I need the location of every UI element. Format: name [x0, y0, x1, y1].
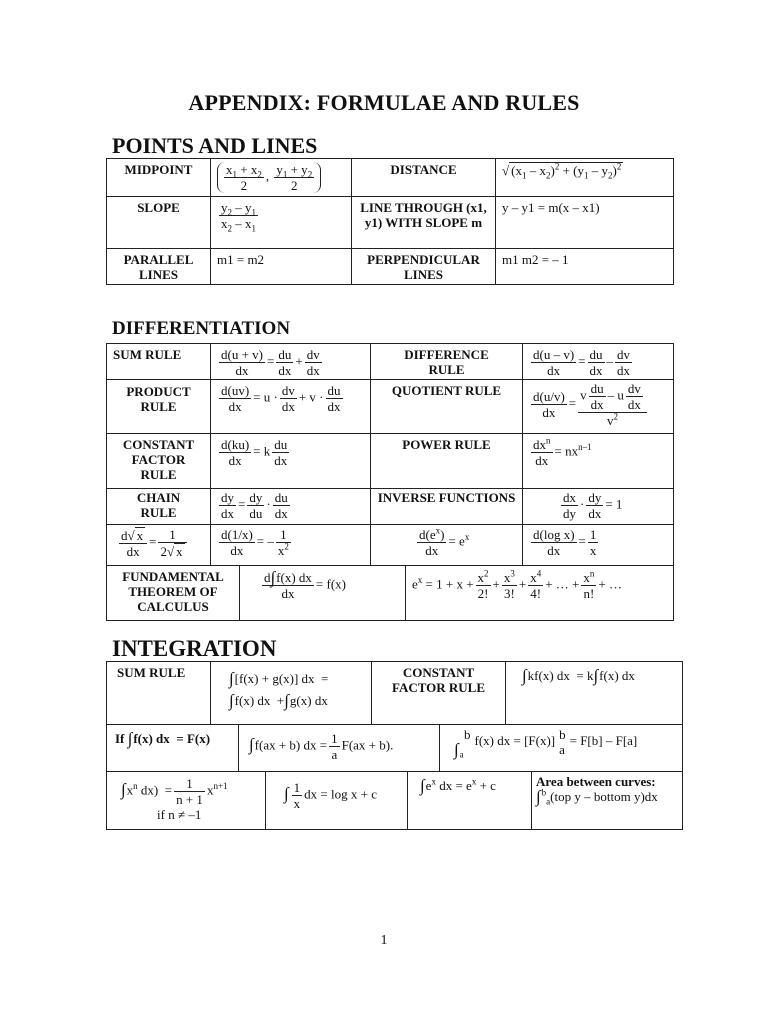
- label-area-between-curves: Area between curves:: [536, 774, 656, 789]
- formula-definite-integral: b $\int_a$ f(x) dx = [F(x)] b a = F[b] – F[a]: [440, 725, 682, 772]
- label-parallel: PARALLEL LINES: [107, 249, 211, 284]
- page-title: APPENDIX: FORMULAE AND RULES: [188, 90, 580, 115]
- formula-perpendicular: m1 m2 = – 1: [502, 252, 569, 267]
- label-quotient-rule: QUOTIENT RULE: [371, 380, 523, 434]
- formula-int-linear-substitution: ∫f(ax + b) dx = $\frac{1}{a}$ F(ax + b).: [239, 725, 440, 772]
- label-midpoint: MIDPOINT: [107, 159, 211, 197]
- formula-slope: $\frac{y_2 - y_1}{x_2 - x_1}$: [211, 197, 352, 249]
- formula-difference-rule: $\frac{d(u - v)}{dx}$ = $\frac{du}{dx}$ – $\frac{dv}{dx}$: [523, 344, 673, 380]
- label-line-through: LINE THROUGH (x1, y1) WITH SLOPE m: [352, 197, 496, 249]
- label-constant-factor-rule: CONSTANT FACTOR RULE: [107, 434, 211, 489]
- formula-chain-rule: $\frac{dy}{dx}$ = $\frac{dy}{du}$ · $\frac{du}{dx}$: [211, 489, 371, 525]
- label-int-constant-factor-rule: CONSTANT FACTOR RULE: [372, 662, 506, 725]
- label-slope: SLOPE: [107, 197, 211, 249]
- section-heading-points-lines: POINTS AND LINES: [112, 133, 318, 158]
- formula-int-exp: $\int e^x$ dx = $e^x + c$: [408, 772, 532, 829]
- formula-inverse-functions: $\frac{dx}{dy}$ · $\frac{dy}{dx}$ = 1: [523, 489, 673, 525]
- formula-int-reciprocal: ∫ $\frac{1}{x}$ dx = log x + c: [266, 772, 408, 829]
- formula-area-between-curves: Area between curves: ∫$^b_a$(top y – bottom y)dx: [536, 774, 658, 807]
- formula-diff-sum-rule: $\frac{d(u + v)}{dx}$ = $\frac{du}{dx}$ + $\frac{dv}{dx}$: [211, 344, 371, 380]
- formula-constant-factor-rule: $\frac{d(ku)}{dx}$ = k $\frac{du}{dx}$: [211, 434, 371, 489]
- formula-int-constant-factor-rule: ∫kf(x) dx = k∫f(x) dx: [506, 662, 682, 725]
- label-int-sum-rule: SUM RULE: [107, 662, 211, 725]
- label-diff-sum-rule: SUM RULE: [107, 344, 211, 380]
- label-product-rule: PRODUCT RULE: [107, 380, 211, 434]
- formula-distance: √ $(x_1 - x_2)^2 + (y_1 - y_2)^2$: [496, 159, 673, 197]
- label-power-rule: POWER RULE: [371, 434, 523, 489]
- formula-power-rule: $\frac{dx^n}{dx}$ = $nx^{n-1}$: [523, 434, 673, 489]
- formula-parallel: m1 = m2: [211, 249, 352, 284]
- differentiation-table: [106, 343, 674, 621]
- formula-quotient-rule: $\frac{d(u/v)}{dx}$ = v $\frac{du}{dx}$ – u $\frac{dv}{dx}$ $v^2$: [523, 380, 673, 434]
- formula-int-sum-rule: ∫[f(x) + g(x)] dx = ∫f(x) dx +∫g(x) dx: [211, 662, 372, 725]
- label-difference-rule: DIFFERENCE RULE: [371, 344, 523, 380]
- formula-product-rule: $\frac{d(uv)}{dx}$ = u · $\frac{dv}{dx}$ + v · $\frac{du}{dx}$: [211, 380, 371, 434]
- label-chain-rule: CHAIN RULE: [107, 489, 211, 525]
- label-distance: DISTANCE: [352, 159, 496, 197]
- formula-derivative-log: $\frac{\text{d(log x)}}{dx}$ = $\frac{1}{x}$: [523, 525, 673, 566]
- page-number: 1: [380, 933, 388, 948]
- formula-exponential-series: $e^x = 1 + x$ + $\frac{x^2}{2!}$ + $\frac{x^3}{3!}$ + $\frac{x^4}{4!}$ + … + $\frac{x^n}{n!}$ + …: [412, 568, 622, 601]
- label-fundamental-theorem: FUNDAMENTAL THEOREM OF CALCULUS: [107, 566, 240, 620]
- formula-derivative-reciprocal: $\frac{d(1/x)}{dx}$ = – $\frac{1}{x^2}$: [211, 525, 371, 566]
- integration-table: [106, 661, 683, 830]
- points-lines-table: [106, 158, 674, 285]
- section-heading-differentiation: DIFFERENTIATION: [112, 318, 291, 339]
- label-inverse-functions: INVERSE FUNCTIONS: [371, 489, 523, 525]
- section-heading-integration: INTEGRATION: [112, 636, 277, 661]
- label-perpendicular: PERPENDICULAR LINES: [352, 249, 496, 284]
- formula-derivative-exp: $\frac{d(e^x)}{dx}$ = $e^x$: [371, 525, 523, 566]
- formula-midpoint: $\frac{x_1 + x_2}{2}$ , $\frac{y_1 + y_2}{2}$: [211, 159, 352, 197]
- formula-int-power-rule: $\int x^n$ dx) = $\frac{1}{n + 1}$ $x^{n+1}$ if n ≠ –1: [107, 772, 266, 829]
- formula-fundamental-theorem: $\frac{d\int f(x) dx}{dx}$ = f(x): [240, 566, 406, 620]
- formula-line-through: y – y1 = m(x – x1): [496, 197, 673, 249]
- label-if-antiderivative: If ∫f(x) dx = F(x): [107, 725, 239, 772]
- formula-derivative-sqrt: $\frac{d√ x}{dx}$ = $\frac{1}{2√ x}$: [107, 525, 211, 566]
